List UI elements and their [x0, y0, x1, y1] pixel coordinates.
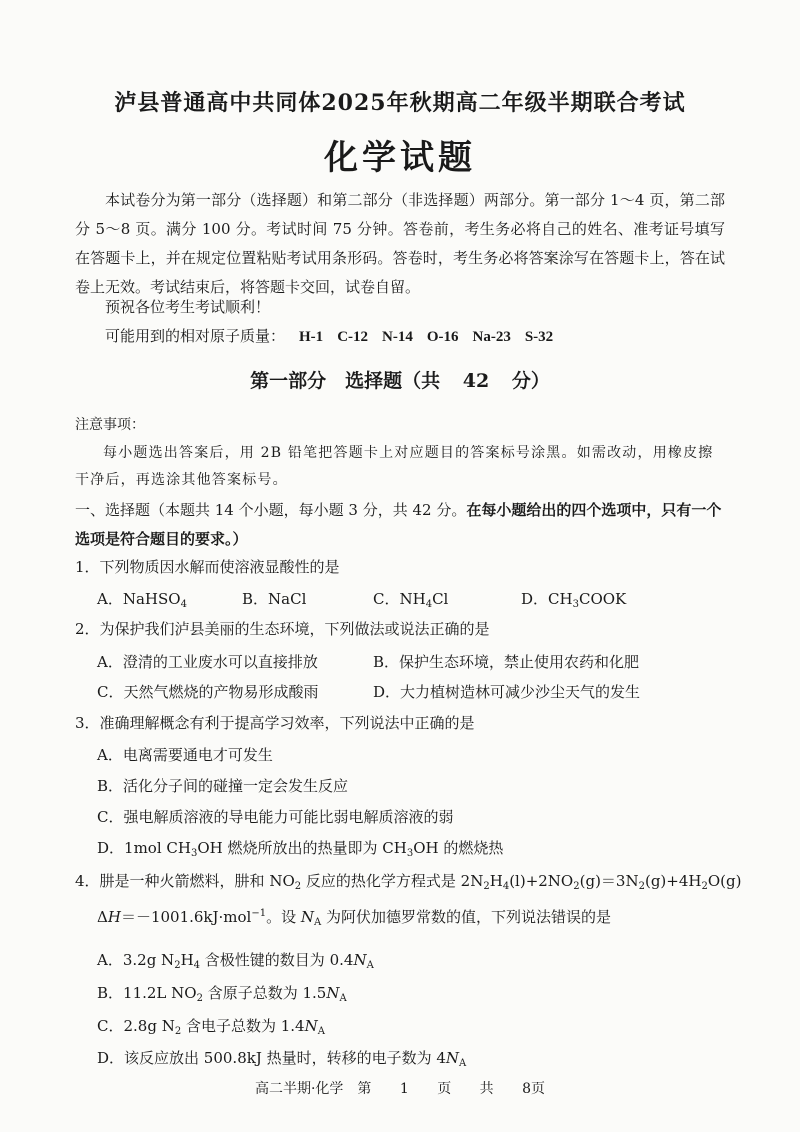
question-4-stem: 4．肼是一种火箭燃料，肼和 $NO_2$ 反应的热化学方程式是 $2N_2H_4(l)+2NO_2(g)=3N_2(g)+4H_2O(g)$ [75, 872, 742, 892]
atomic-mass-list [285, 327, 553, 345]
atomic-mass-item: Na-23 [472, 329, 511, 345]
section-heading-plain: 一、选择题（本题共 14 个小题，每小题 3 分，共 42 分。 [75, 501, 467, 519]
good-luck-text: 预祝各位考生考试顺利！ [105, 298, 271, 316]
section-heading-requirement: 在每小题给出的四个选项中，只有一个选项是符合题目的要求。） [75, 501, 722, 548]
question-2-option-d: D．大力植树造林可减少沙尘天气的发生 [373, 683, 641, 701]
atomic-mass-label: 可能用到的相对原子质量： [105, 327, 286, 345]
question-1-option-a: A．NaHSO$_4$ [97, 590, 187, 610]
notice-text: 每小题选出答案后，用 2B 铅笔把答题卡上对应题目的答案标号涂黑。如需改动，用橡皮擦干净后，再选涂其他答案标号。 [75, 445, 714, 488]
question-3-option-a: A．电离需要通电才可发生 [97, 746, 273, 764]
intro-paragraph: 本试卷分为第一部分（选择题）和第二部分（非选择题）两部分。第一部分 1～4 页，第二部分 5～8 页。满分 100 分。考试时间 75 分钟。答卷前，考生务必将自己的姓名、准考证号填写在答题卡上，并在规定位置粘贴考试用条形码。答卷时，考生务必将答案涂写在答题卡上，答在试卷上无效。考试结束后，将答题卡交回，试卷自留。 [75, 191, 725, 296]
question-2-option-b: B．保护生态环境，禁止使用农药和化肥 [373, 653, 640, 671]
question-4-option-d: D．该反应放出 500.8kJ 热量时，转移的电子数为 $4N_A$ [97, 1049, 467, 1069]
page-footer: 高二半期·化学 第 1 页 共 8页 [254, 1081, 546, 1097]
atomic-mass-line [105, 325, 553, 346]
question-2-option-a: A．澄清的工业废水可以直接排放 [97, 653, 318, 671]
question-4-option-a: A．3.2g $N_2H_4$ 含极性键的数目为 $0.4N_A$ [97, 951, 374, 971]
question-3-option-b: B．活化分子间的碰撞一定会发生反应 [97, 777, 349, 795]
part-one-title: 第一部分 选择题（共 42 分） [250, 370, 550, 392]
question-3-option-d: D．1mol $CH_3OH$ 燃烧所放出的热量即为 $CH_3OH$ 的燃烧热 [97, 839, 504, 859]
question-4-option-c: C．2.8g $N_2$ 含电子总数为 $1.4N_A$ [97, 1017, 325, 1037]
subject-title: 化学试题 [324, 138, 476, 178]
question-4-option-b: B．11.2L $NO_2$ 含原子总数为 $1.5N_A$ [97, 984, 347, 1004]
atomic-mass-item: H-1 [299, 329, 324, 345]
section-heading [75, 496, 730, 554]
question-4-stem-line-2: ΔH＝－1001.6kJ·mol$^{-1}$。设 $N_A$ 为阿伏加德罗常数的值，下列说法错误的是 [97, 908, 612, 928]
atomic-mass-item: S-32 [524, 329, 554, 345]
question-2-stem: 2．为保护我们泸县美丽的生态环境，下列做法或说法正确的是 [75, 620, 490, 638]
question-2-option-c: C．天然气燃烧的产物易形成酸雨 [97, 683, 319, 701]
question-1-option-b: B．NaCl [242, 590, 307, 608]
question-1-stem: 1．下列物质因水解而使溶液显酸性的是 [75, 558, 340, 576]
question-3-stem: 3．准确理解概念有利于提高学习效率，下列说法中正确的是 [75, 714, 475, 732]
exam-title: 泸县普通高中共同体2025年秋期高二年级半期联合考试 [114, 90, 686, 116]
question-3-option-c: C．强电解质溶液的导电能力可能比弱电解质溶液的弱 [97, 808, 454, 826]
atomic-mass-item: N-14 [382, 329, 413, 345]
atomic-mass-item: C-12 [337, 329, 369, 345]
question-1-option-c: C．$NH_4Cl$ [373, 590, 449, 610]
atomic-mass-item: O-16 [426, 329, 459, 345]
notice-label: 注意事项： [75, 417, 145, 433]
question-1-option-d: D．$CH_3COOK$ [521, 590, 627, 610]
